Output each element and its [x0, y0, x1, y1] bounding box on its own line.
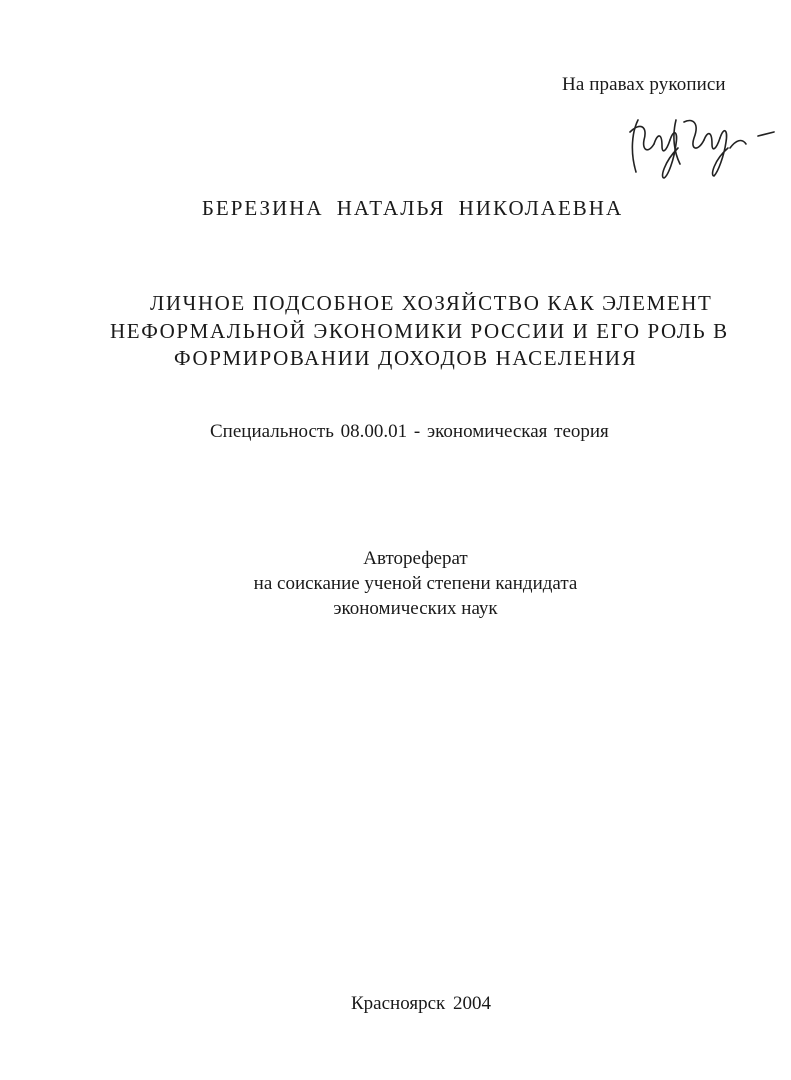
handwritten-signature: [618, 92, 788, 184]
degree-field-line: экономических наук: [333, 598, 498, 619]
manuscript-rights-note: На правах рукописи: [562, 74, 726, 95]
abstract-label: Автореферат: [363, 548, 468, 569]
specialty-line: Специальность 08.00.01 - экономическая теория: [210, 421, 609, 442]
city-year: Красноярск 2004: [351, 993, 491, 1014]
dissertation-title-line-3: ФОРМИРОВАНИИ ДОХОДОВ НАСЕЛЕНИЯ: [174, 346, 638, 370]
author-name: БЕРЕЗИНА НАТАЛЬЯ НИКОЛАЕВНА: [201, 196, 624, 220]
dissertation-title-line-2: НЕФОРМАЛЬНОЙ ЭКОНОМИКИ РОССИИ И ЕГО РОЛЬ В: [110, 319, 729, 343]
degree-purpose-line: на соискание ученой степени кандидата: [253, 573, 578, 594]
abstract-degree-block: [0, 546, 791, 621]
dissertation-title-line-1: ЛИЧНОЕ ПОДСОБНОЕ ХОЗЯЙСТВО КАК ЭЛЕМЕНТ: [150, 291, 713, 315]
